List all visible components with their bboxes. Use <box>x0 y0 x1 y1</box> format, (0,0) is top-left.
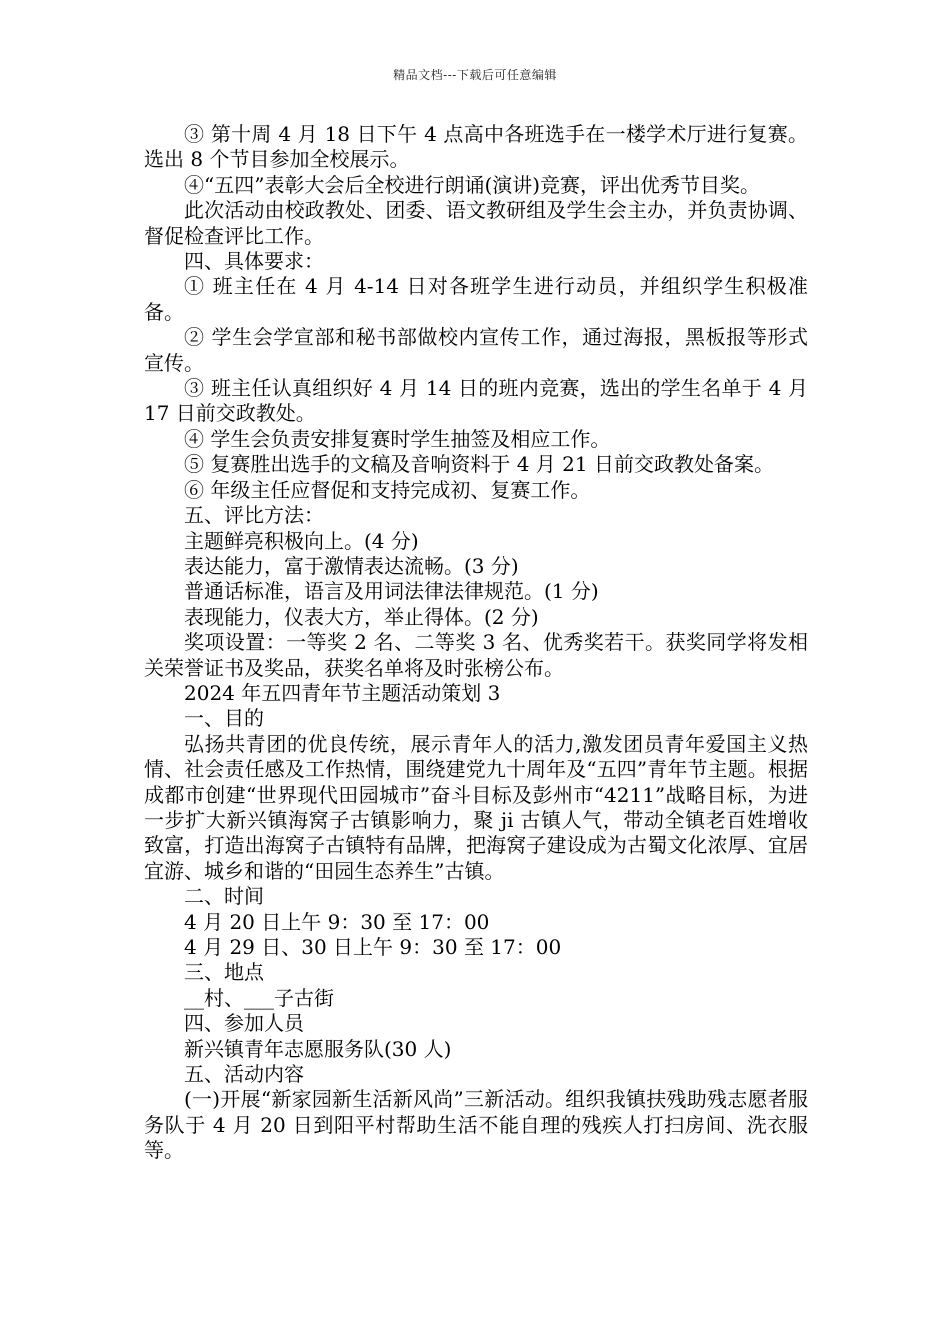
paragraph: ② 学生会学宣部和秘书部做校内宣传工作，通过海报，黑板报等形式宣传。 <box>144 325 808 375</box>
section-heading: 四、参加人员 <box>184 1011 304 1036</box>
paragraph: 弘扬共青团的优良传统，展示青年人的活力,激发团员青年爱国主义热情、社会责任感及工作热情，围绕建党九十周年及“五四”青年节主题。根据成都市创建“世界现代田园城市”奋斗目标及彭州市“4211”战略目标，为进一步扩大新兴镇海窝子古镇影响力，聚 ji 古镇人气，带动全镇老百姓增收致富，打造出海窝子古镇特有品牌，把海窝子建设成为古蜀文化浓厚、宜居宜游、城乡和谐的“田园生态养生”古镇。 <box>144 731 808 883</box>
section-heading: 五、活动内容 <box>184 1062 304 1087</box>
paragraph: ① 班主任在 4 月 4-14 日对各班学生进行动员，并组织学生积极准备。 <box>144 274 808 324</box>
document-title: 2024 年五四青年节主题活动策划 3 <box>184 680 501 705</box>
section-heading: 一、目的 <box>184 706 264 731</box>
section-heading: 二、时间 <box>184 884 264 909</box>
paragraph: 4 月 20 日上午 9：30 至 17：00 <box>184 909 490 934</box>
paragraph: 表现能力，仪表大方，举止得体。(2 分) <box>184 604 539 629</box>
paragraph: (一)开展“新家园新生活新风尚”三新活动。组织我镇扶残助残志愿者服务队于 4 月 20 日到阳平村帮助生活不能自理的残疾人打扫房间、洗衣服等。 <box>144 1087 808 1163</box>
paragraph: ④ 学生会负责安排复赛时学生抽签及相应工作。 <box>184 426 611 451</box>
section-heading: 四、具体要求： <box>184 249 324 274</box>
paragraph: 新兴镇青年志愿服务队(30 人) <box>184 1036 452 1061</box>
paragraph: 4 月 29 日、30 日上午 9：30 至 17：00 <box>184 935 562 959</box>
paragraph: 表达能力，富于激情表达流畅。(3 分) <box>184 553 519 578</box>
section-heading: 三、地点 <box>184 960 264 985</box>
paragraph: 此次活动由校政教处、团委、语文教研组及学生会主办，并负责协调、督促检查评比工作。 <box>144 198 808 248</box>
paragraph: ⑤ 复赛胜出选手的文稿及音响资料于 4 月 21 日前交政教处备案。 <box>184 452 774 477</box>
paragraph: 奖项设置：一等奖 2 名、二等奖 3 名、优秀奖若干。获奖同学将发相关荣誉证书及奖品，获奖名单将及时张榜公布。 <box>144 630 808 680</box>
paragraph: 普通话标准，语言及用词法律法律规范。(1 分) <box>184 579 599 604</box>
paragraph: 主题鲜亮积极向上。(4 分) <box>184 528 419 553</box>
paragraph: __村、___子古街 <box>184 985 334 1010</box>
paragraph: ⑥ 年级主任应督促和支持完成初、复赛工作。 <box>184 477 591 502</box>
page-header: 精品文档---下载后可任意编辑 <box>393 68 557 82</box>
paragraph: ④“五四”表彰大会后全校进行朗诵(演讲)竞赛，评出优秀节目奖。 <box>184 172 761 197</box>
document-body <box>144 122 808 1164</box>
paragraph: ③ 班主任认真组织好 4 月 14 日的班内竞赛，选出的学生名单于 4 月 17 日前交政教处。 <box>144 376 808 426</box>
section-heading: 五、评比方法： <box>184 503 324 528</box>
paragraph: ③ 第十周 4 月 18 日下午 4 点高中各班选手在一楼学术厅进行复赛。选出 8 个节目参加全校展示。 <box>144 122 808 172</box>
